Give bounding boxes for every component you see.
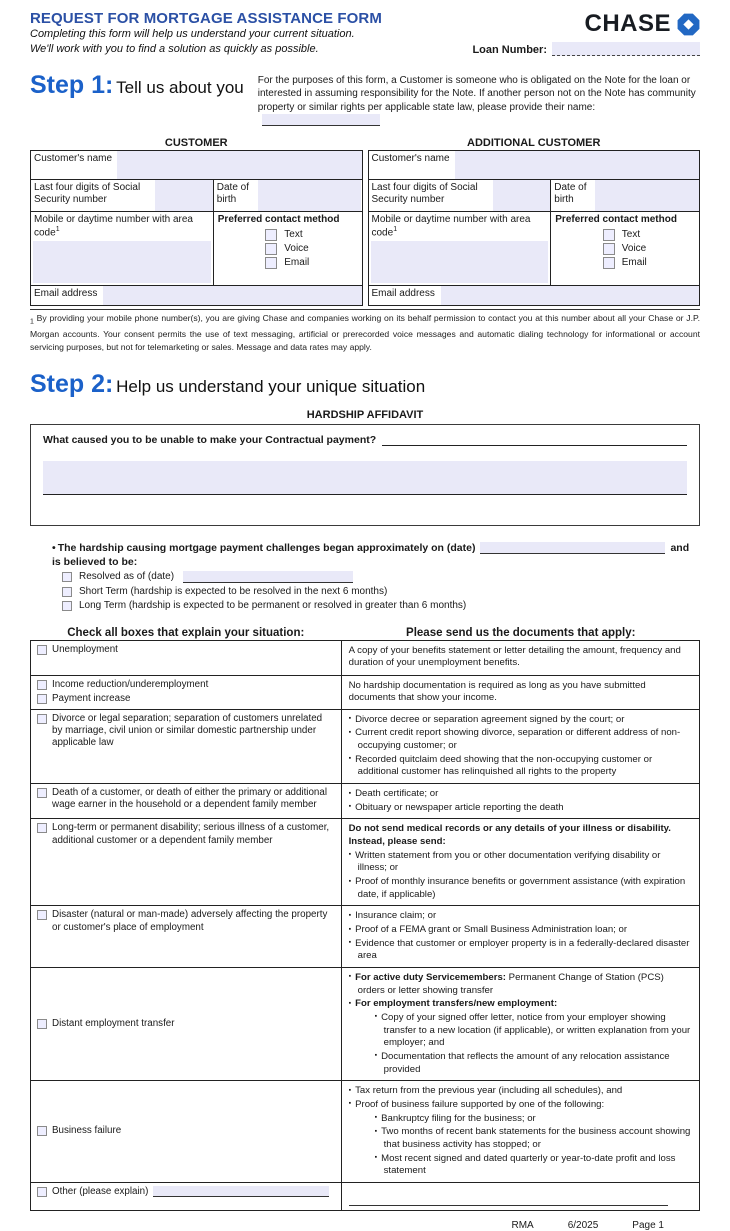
- situation-label: Payment increase: [52, 692, 131, 704]
- additional-customer-table-header: ADDITIONAL CUSTOMER: [467, 136, 601, 149]
- additional-customer-email-input[interactable]: [441, 286, 700, 305]
- short-term-label: Short Term (hardship is expected to be resolved in the next 6 months): [79, 585, 388, 597]
- additional-customer-dob-label: Date of birth: [551, 180, 595, 211]
- document-item: ▪ Recorded quitclaim deed showing that the non-occupying customer or additional customer has relinquished all rights to the property: [349, 754, 692, 779]
- document-item: ▪ Divorce decree or separation agreement signed by the court; or: [349, 714, 692, 727]
- text-checkbox[interactable]: [265, 229, 277, 241]
- long-term-checkbox[interactable]: [62, 601, 72, 611]
- customer-tables-section: [30, 137, 700, 306]
- resolved-date-input[interactable]: [183, 571, 353, 583]
- document-item: ▪ Bankruptcy filing for the business; or: [375, 1113, 692, 1126]
- situations-column-header: Check all boxes that explain your situation:: [67, 626, 305, 639]
- customer-contact-method-cell: [213, 212, 362, 285]
- chase-octagon-icon: [677, 13, 700, 36]
- situation-option: [37, 693, 335, 705]
- situation-checkbox[interactable]: [37, 1126, 47, 1136]
- document-item: ▪ Death certificate; or: [349, 788, 692, 801]
- hardship-option-long-term: [62, 600, 700, 611]
- document-item: ▪ Proof of a FEMA grant or Small Business Administration loan; or: [349, 924, 692, 937]
- brand-and-loan-block: [435, 10, 700, 56]
- additional-customer-email-row: [369, 285, 700, 305]
- additional-customer-name-label: Customer's name: [369, 151, 455, 179]
- additional-text-checkbox[interactable]: [603, 229, 615, 241]
- document-item: ▪ Copy of your signed offer letter, notice from your employer showing transfer to a new location (if applicable), or written explanation from your employer; and: [375, 1012, 692, 1050]
- customer-ssn-input[interactable]: [155, 180, 213, 211]
- situation-checkbox[interactable]: [37, 1187, 47, 1197]
- step2-section: [30, 370, 700, 399]
- voice-checkbox-label: Voice: [284, 243, 309, 254]
- documents-cell: [342, 641, 699, 675]
- step1-heading: [30, 71, 244, 100]
- table-row: [31, 1080, 699, 1182]
- document-item: ▪ Documentation that reflects the amount of any relocation assistance provided: [375, 1051, 692, 1076]
- situation-option: [37, 644, 335, 656]
- document-item: ▪ For active duty Servicemembers: Permanent Change of Station (PCS) orders or letter showing transfer: [349, 972, 692, 997]
- customer-table-header: CUSTOMER: [164, 136, 228, 149]
- situation-checkbox[interactable]: [37, 645, 47, 655]
- document-item: Do not send medical records or any details of your illness or disability. Instead, please send:: [348, 823, 671, 848]
- document-item: ▪ Obituary or newspaper article reporting the death: [349, 802, 692, 815]
- document-item: ▪ Proof of monthly insurance benefits or government assistance (with expiration date, if applicable): [349, 876, 692, 901]
- additional-customer-ssn-label: Last four digits of Social Security number: [369, 180, 493, 211]
- contact-method-label: Preferred contact method: [555, 213, 677, 225]
- additional-customer-ssn-input[interactable]: [493, 180, 551, 211]
- hardship-answer-line-input[interactable]: [382, 434, 687, 446]
- hardship-conjunction: and: [670, 541, 690, 554]
- situation-checkbox[interactable]: [37, 788, 47, 798]
- customer-phone-contact-row: [31, 211, 362, 285]
- situation-checkbox[interactable]: [37, 823, 47, 833]
- bullet-marker: • The hardship causing mortgage payment challenges began approximately on (date): [52, 542, 475, 554]
- footnote-divider: [30, 309, 700, 310]
- step1-intro-text: For the purposes of this form, a Customer is someone who is obligated on the Note for the loan or interested in assuming responsibility for the Note. If another person not on the Note has community property or similar rights per applicable state law, please provide their name:: [257, 74, 696, 113]
- customer-dob-cell: [213, 180, 362, 211]
- additional-customer-dob-cell: [550, 180, 699, 211]
- customer-name-row: [31, 151, 362, 179]
- text-checkbox-label: Text: [284, 229, 303, 240]
- document-item: ▪ Proof of business failure supported by one of the following:: [349, 1099, 692, 1112]
- table-row: [31, 905, 699, 967]
- situation-cell: [31, 906, 342, 967]
- additional-customer-phone-input[interactable]: [371, 241, 549, 283]
- form-header: [30, 10, 700, 57]
- document-item: ▪ Evidence that customer or employer property is in a federally-declared disaster area: [349, 938, 692, 963]
- step2-heading: [30, 370, 425, 399]
- voice-checkbox[interactable]: [265, 243, 277, 255]
- situation-checkbox[interactable]: [37, 1019, 47, 1029]
- document-item: ▪ For employment transfers/new employment:: [349, 998, 692, 1011]
- page-footer: [30, 1220, 700, 1231]
- situation-label: Other (please explain): [52, 1185, 149, 1197]
- table-row: [31, 967, 699, 1080]
- customer-ssn-cell: [31, 180, 213, 211]
- situation-option: [37, 679, 335, 691]
- situation-cell: [31, 676, 342, 709]
- situation-option: [37, 787, 335, 811]
- step1-section: [30, 71, 700, 129]
- other-explain-input[interactable]: [153, 1186, 328, 1197]
- situation-cell: [31, 1183, 342, 1210]
- short-term-checkbox[interactable]: [62, 587, 72, 597]
- customer-table: [30, 150, 363, 306]
- document-item: ▪ Tax return from the previous year (including all schedules), and: [349, 1085, 692, 1098]
- additional-customer-ssn-cell: [369, 180, 551, 211]
- email-checkbox-label: Email: [621, 257, 647, 268]
- page-title: REQUEST FOR MORTGAGE ASSISTANCE FORM: [30, 10, 382, 27]
- customer-email-label: Email address: [31, 286, 103, 305]
- footnote-marker: 1: [393, 225, 398, 233]
- hardship-option-short-term: [62, 586, 700, 597]
- situation-table-headers: [30, 627, 700, 639]
- loan-number-input[interactable]: [552, 42, 700, 56]
- customer-dob-label: Date of birth: [214, 180, 258, 211]
- table-row: [31, 675, 699, 709]
- contact-option-voice: [265, 243, 357, 255]
- customer-phone-label: Mobile or daytime number with area code$^1$: [31, 212, 213, 241]
- document-item: ▪ Current credit report showing divorce, separation or different address of non-occupying customer; or: [349, 727, 692, 752]
- form-title-block: [30, 10, 382, 57]
- footnote-marker: 1: [55, 225, 60, 233]
- hardship-question-row: [43, 434, 687, 446]
- document-item: A copy of your benefits statement or letter detailing the amount, frequency and duration of your unemployment benefits.: [348, 644, 681, 669]
- customer-email-input[interactable]: [103, 286, 362, 305]
- voice-checkbox-label: Voice: [621, 243, 647, 254]
- form-subtitle-line2: We'll work with you to find a solution as quickly as possible.: [30, 42, 319, 55]
- customer-dob-input[interactable]: [258, 180, 362, 211]
- resolved-label: Resolved as of (date): [79, 571, 175, 582]
- situation-option: [37, 713, 335, 750]
- step2-label: Step 2:: [30, 369, 114, 398]
- footer-page-number: Page 1: [632, 1219, 664, 1231]
- document-item: ▪ Two months of recent bank statements for the business account showing that business activity has stopped; or: [375, 1126, 692, 1151]
- additional-voice-checkbox[interactable]: [603, 243, 615, 255]
- situation-checkbox[interactable]: [37, 680, 47, 690]
- situation-cell: [31, 641, 342, 675]
- document-item: No hardship documentation is required as long as you have submitted documents that show your income.: [348, 679, 646, 704]
- situation-cell: [31, 968, 342, 1080]
- situation-table: [30, 640, 700, 1211]
- footnote-marker: 1: [30, 318, 34, 326]
- document-item: ▪ Insurance claim; or: [349, 910, 692, 923]
- resolved-checkbox[interactable]: [62, 572, 72, 582]
- situation-option: [37, 822, 335, 846]
- hardship-timeline-section: [30, 542, 700, 611]
- step1-label: Step 1:: [30, 70, 114, 99]
- situation-label: Disaster (natural or man-made) adversely affecting the property or customer's place of employment: [52, 909, 328, 933]
- step2-title: Help us understand your unique situation: [116, 376, 426, 396]
- hardship-onset-line: [52, 542, 700, 554]
- documents-cell: [342, 968, 699, 1080]
- situation-label: Business failure: [52, 1125, 122, 1137]
- situation-cell: [31, 710, 342, 783]
- contact-method-label: Preferred contact method: [217, 213, 340, 225]
- documents-cell: [342, 710, 699, 783]
- situation-checkbox[interactable]: [37, 714, 47, 724]
- table-row: [31, 818, 699, 905]
- customer-section: [30, 137, 363, 306]
- situation-cell: [31, 819, 342, 905]
- additional-customer-name-input[interactable]: [455, 151, 700, 179]
- table-row: [31, 641, 699, 675]
- hardship-option-resolved: [62, 571, 700, 583]
- customer-email-row: [31, 285, 362, 305]
- step1-intro-paragraph: [258, 74, 700, 129]
- customer-ssn-dob-row: [31, 179, 362, 211]
- additional-customer-contact-method-cell: [550, 212, 699, 285]
- situation-cell: [31, 1081, 342, 1182]
- additional-customer-phone-label: Mobile or daytime number with area code$^1$: [369, 212, 551, 241]
- table-row: [31, 709, 699, 783]
- situation-label: Unemployment: [52, 643, 118, 655]
- customer-name-label: Customer's name: [31, 151, 117, 179]
- documents-column-header: Please send us the documents that apply:: [406, 626, 636, 639]
- additional-customer-section: [368, 137, 701, 306]
- additional-customer-email-label: Email address: [369, 286, 441, 305]
- documents-cell: [342, 819, 699, 905]
- documents-cell: [342, 1183, 699, 1210]
- table-row: [31, 783, 699, 818]
- phone-consent-footnote: $_1$ By providing your mobile phone number(s), you are giving Chase and companies working on its behalf permission to contact you at this number about all your Chase or J.P. Morgan accounts. Your consent permits the use of text messaging, artificial or prerecorded voice messages and automatic dialing technology for informational or account servicing purposes, but not for telemarketing or sales. Message and data rates may apply.: [30, 312, 700, 352]
- situation-option: [37, 1125, 335, 1137]
- customer-ssn-label: Last four digits of Social Security number: [31, 180, 155, 211]
- document-item: ▪ Written statement from you or other documentation verifying disability or illness; or: [349, 850, 692, 875]
- document-line-input[interactable]: [349, 1194, 668, 1206]
- documents-cell: [342, 676, 699, 709]
- additional-customer-ssn-dob-row: [369, 179, 700, 211]
- contact-option-email: [603, 257, 695, 269]
- chase-logo: [584, 10, 700, 38]
- situation-option: [37, 909, 335, 933]
- documents-cell: [342, 1081, 699, 1182]
- additional-customer-phone-contact-row: [369, 211, 700, 285]
- email-checkbox-label: Email: [284, 257, 310, 268]
- situation-cell: [31, 784, 342, 818]
- table-row: [31, 1182, 699, 1210]
- hardship-affidavit-box: [30, 424, 700, 526]
- documents-cell: [342, 784, 699, 818]
- situation-option: [37, 1018, 335, 1030]
- footer-revision-date: 6/2025: [567, 1219, 599, 1231]
- additional-customer-name-row: [369, 151, 700, 179]
- contact-option-voice: [603, 243, 695, 255]
- form-subtitle-line1: Completing this form will help us understand your current situation.: [30, 28, 355, 40]
- situation-label: Distant employment transfer: [52, 1017, 175, 1029]
- situation-label: Long-term or permanent disability; serious illness of a customer, additional customer or a dependent family member: [52, 822, 330, 846]
- additional-customer-phone-cell: [369, 212, 551, 285]
- hardship-question-label: What caused you to be unable to make your Contractual payment?: [43, 433, 377, 446]
- loan-number-row: [435, 42, 700, 56]
- documents-cell: [342, 906, 699, 967]
- text-checkbox-label: Text: [621, 229, 641, 240]
- situation-label: Death of a customer, or death of either the primary or additional wage earner in the household or a dependent family member: [52, 787, 328, 811]
- hardship-answer-textarea[interactable]: [43, 461, 687, 495]
- contact-option-email: [265, 257, 357, 269]
- contact-option-text: [265, 229, 357, 241]
- contact-option-text: [603, 229, 695, 241]
- customer-phone-cell: [31, 212, 213, 285]
- hardship-believed-label: is believed to be:: [52, 555, 138, 568]
- email-checkbox[interactable]: [265, 257, 277, 269]
- footer-form-code: RMA: [511, 1219, 534, 1231]
- additional-customer-table: [368, 150, 701, 306]
- situation-checkbox[interactable]: [37, 910, 47, 920]
- long-term-label: Long Term (hardship is expected to be permanent or resolved in greater than 6 months): [79, 599, 467, 611]
- situation-label: Divorce or legal separation; separation of customers unrelated by marriage, civil union or similar domestic partnership under applicable law: [52, 712, 323, 749]
- hardship-start-date-input[interactable]: [480, 542, 665, 554]
- additional-email-checkbox[interactable]: [603, 257, 615, 269]
- loan-number-label: Loan Number:: [472, 44, 547, 56]
- step1-title: Tell us about you: [116, 77, 244, 97]
- situation-checkbox[interactable]: [37, 694, 47, 704]
- situation-option: [37, 1186, 335, 1198]
- additional-customer-dob-input[interactable]: [595, 180, 699, 211]
- chase-wordmark: CHASE: [584, 10, 671, 37]
- non-note-person-name-input[interactable]: [262, 114, 380, 126]
- hardship-affidavit-title: HARDSHIP AFFIDAVIT: [306, 408, 424, 421]
- customer-name-input[interactable]: [117, 151, 362, 179]
- customer-phone-input[interactable]: [33, 241, 211, 283]
- document-item: ▪ Most recent signed and dated quarterly or year-to-date profit and loss statement: [375, 1153, 692, 1178]
- situation-label: Income reduction/underemployment: [52, 678, 209, 690]
